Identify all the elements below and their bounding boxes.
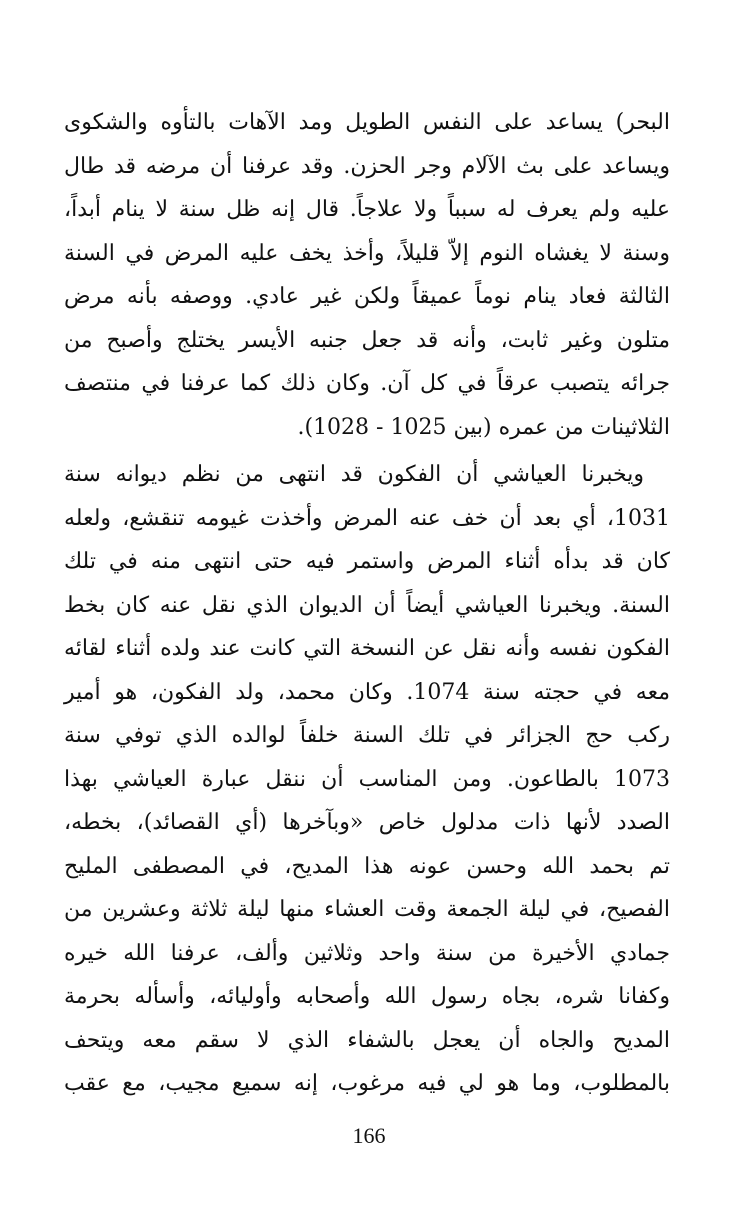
text-line: جرائه يتصبب عرقاً في كل آن. وكان ذلك كما عرفنا في منتصف <box>64 371 670 396</box>
text-line: معه في حجته سنة 1074. وكان محمد، ولد الفكون، هو أمير <box>64 679 670 705</box>
text-line: بالمطلوب، وما هو لي فيه مرغوب، إنه سميع مجيب، مع عقب <box>64 1071 670 1096</box>
text-line: البحر) يساعد على النفس الطويل ومد الآهات بالتأوه والشكوى <box>64 110 670 135</box>
text-line: متلون وغير ثابت، وأنه قد جعل جنبه الأيسر يختلج وأصبح من <box>64 327 670 353</box>
text-line: الثالثة فعاد ينام نوماً عميقاً ولكن غير عادي. ووصفه بأنه مرض <box>64 284 670 309</box>
text-line: ويساعد على بث الآلام وجر الحزن. وقد عرفنا أن مرضه قد طال <box>64 153 670 179</box>
text-line: الفكون نفسه وأنه نقل عن النسخة التي كانت عند ولده أثناء لقائه <box>64 636 670 661</box>
text-line: عليه ولم يعرف له سبباً ولا علاجاً. قال إنه ظل سنة لا ينام أبداً، <box>64 197 670 222</box>
text-line: 1073 بالطاعون. ومن المناسب أن ننقل عبارة العياشي بهذا <box>64 766 670 792</box>
text-line: الصدد لأنها ذات مدلول خاص «وبآخرها (أي القصائد)، بخطه، <box>64 810 670 835</box>
text-line: تم بحمد الله وحسن عونه هذا المديح، في المصطفى المليح <box>64 853 670 879</box>
text-line: الثلاثينات من عمره (بين 1025 - 1028). <box>297 414 670 440</box>
page-number: 166 <box>352 1123 386 1148</box>
text-line: السنة. ويخبرنا العياشي أيضاً أن الديوان الذي نقل عنه كان بخط <box>64 592 670 618</box>
text-line: وكفانا شره، بجاه رسول الله وأصحابه وأوليائه، وأسأله بحرمة <box>64 984 670 1009</box>
paragraph-1 <box>64 101 670 449</box>
text-line: الفصيح، في ليلة الجمعة وقت العشاء منها ليلة ثلاثة وعشرين من <box>64 897 670 922</box>
text-line: ويخبرنا العياشي أن الفكون قد انتهى من نظم ديوانه سنة <box>64 462 644 487</box>
text-line: 1031، أي بعد أن خف عنه المرض وأخذت غيومه تنقشع، ولعله <box>64 505 670 531</box>
text-line: وسنة لا يغشاه النوم إلاّ قليلاً، وأخذ يخف عليه المرض في السنة <box>64 240 670 266</box>
text-line: ركب حج الجزائر في تلك السنة خلفاً لوالده الذي توفي سنة <box>64 723 670 748</box>
text-line: كان قد بدأه أثناء المرض واستمر فيه حتى انتهى منه في تلك <box>64 549 670 574</box>
paragraph-2 <box>64 453 670 1106</box>
text-line: جمادي الأخيرة من سنة واحد وثلاثين وألف، عرفنا الله خيره <box>64 940 670 966</box>
text-line: المديح والجاه أن يعجل بالشفاء الذي لا سقم معه ويتحف <box>64 1027 670 1053</box>
